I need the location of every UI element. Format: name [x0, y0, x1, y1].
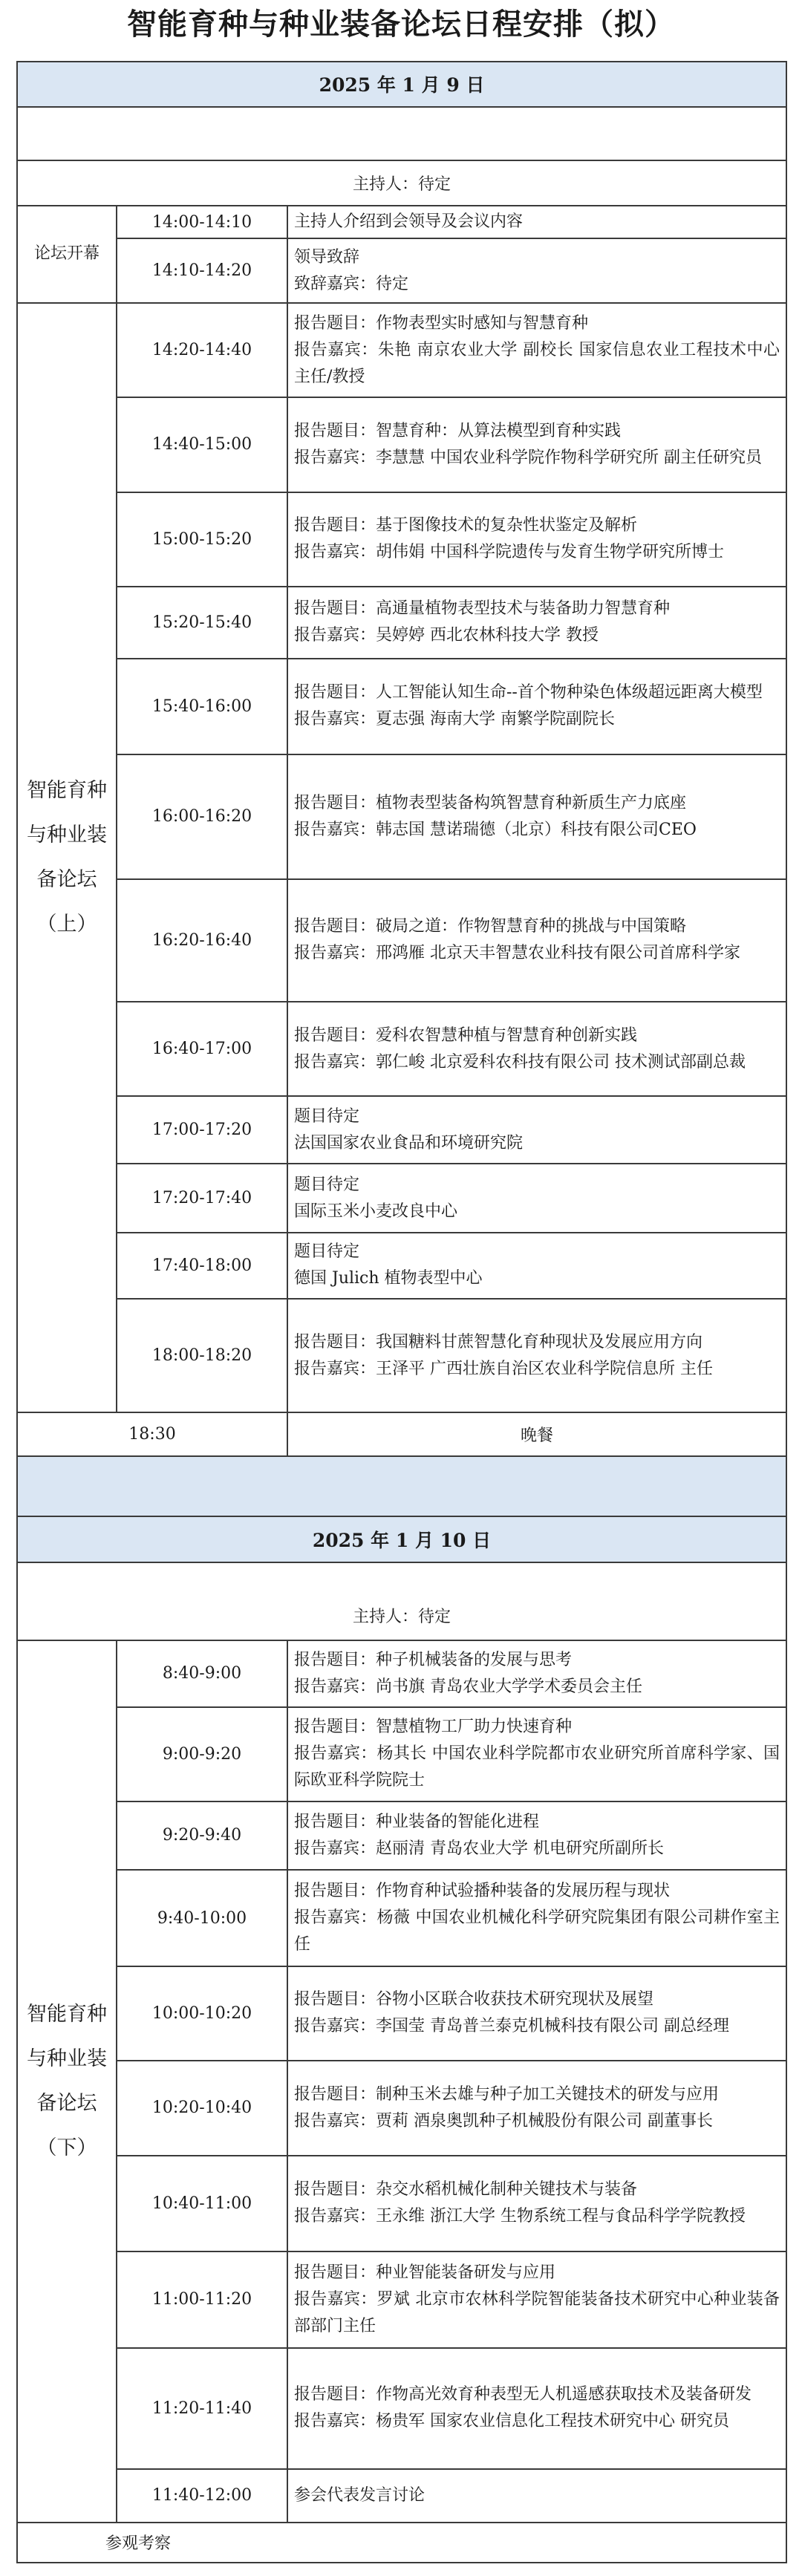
- talk-title: 报告题目：种子机械装备的发展与思考: [294, 1650, 573, 1669]
- talk-content: [287, 1801, 786, 1870]
- talk-content: [287, 303, 786, 397]
- talk-time: 15:20-15:40: [117, 587, 287, 659]
- talk-content: [287, 2348, 786, 2469]
- talk-speaker: 报告嘉宾：邢鸿雁 北京天丰智慧农业科技有限公司首席科学家: [294, 944, 740, 963]
- talk-content: [287, 1640, 786, 1707]
- talk-title: 报告题目：植物表型装备构筑智慧育种新质生产力底座: [294, 793, 687, 812]
- talk-time: 11:00-11:20: [117, 2251, 287, 2348]
- talk-title: 报告题目：种业装备的智能化进程: [294, 1812, 540, 1831]
- day1-spacer: [17, 107, 786, 161]
- talk-time: 9:20-9:40: [117, 1801, 287, 1870]
- talk-speaker: 报告嘉宾：李国莹 青岛普兰泰克机械科技有限公司 副总经理: [294, 2017, 729, 2036]
- opening-time-1: 14:00-14:10: [117, 206, 287, 238]
- talk-title: 报告题目：作物育种试验播种装备的发展历程与现状: [294, 1882, 671, 1901]
- session-label-day2: [17, 1640, 117, 2523]
- opening-content-1: [287, 206, 786, 238]
- talk-title: 报告题目：高通量植物表型技术与装备助力智慧育种: [294, 599, 671, 619]
- opening-line: 领导致辞: [294, 247, 360, 267]
- talk-speaker: 报告嘉宾：尚书旗 青岛农业大学学术委员会主任: [294, 1677, 642, 1696]
- talk-content: [287, 1233, 786, 1299]
- talk-content: [287, 754, 786, 879]
- talk-time: 17:40-18:00: [117, 1233, 287, 1299]
- talk-speaker: 报告嘉宾：赵丽清 青岛农业大学 机电研究所副所长: [294, 1839, 664, 1858]
- talk-speaker: 德国 Julich 植物表型中心: [294, 1269, 483, 1288]
- talk-title: 报告题目：我国糖料甘蔗智慧化育种现状及发展应用方向: [294, 1332, 703, 1351]
- talk-content: [287, 1002, 786, 1096]
- talk-speaker: 报告嘉宾：郭仁峻 北京爱科农科技有限公司 技术测试部副总裁: [294, 1052, 746, 1072]
- talk-title: 报告题目：种业智能装备研发与应用: [294, 2263, 556, 2282]
- talk-time: 16:00-16:20: [117, 754, 287, 879]
- talk-time: 10:40-11:00: [117, 2156, 287, 2251]
- talk-content: [287, 397, 786, 492]
- talk-content: [287, 1164, 786, 1233]
- talk-title: 报告题目：制种玉米去雄与种子加工关键技术的研发与应用: [294, 2084, 720, 2104]
- talk-speaker: 报告嘉宾：贾莉 酒泉奥凯种子机械股份有限公司 副董事长: [294, 2111, 713, 2130]
- session-label-line: 智能育种: [27, 2002, 107, 2026]
- session-label-line: 与种业装: [27, 824, 107, 847]
- session-label-line: 与种业装: [27, 2047, 107, 2070]
- talk-content: [287, 587, 786, 659]
- talk-content: [287, 2156, 786, 2251]
- talk-content: [287, 1096, 786, 1164]
- talk-title: 题目待定: [294, 1242, 360, 1262]
- session-label-day1: [17, 303, 117, 1412]
- opening-time-2: 14:10-14:20: [117, 238, 287, 303]
- talk-content: [287, 1299, 786, 1412]
- session-label-line: 备论坛: [36, 2091, 97, 2115]
- talk-time: 10:00-10:20: [117, 1966, 287, 2060]
- talk-content: [287, 2469, 786, 2523]
- talk-speaker: 法国国家农业食品和环境研究院: [294, 1133, 524, 1152]
- opening-line: 致辞嘉宾：待定: [294, 274, 409, 293]
- talk-time: 9:40-10:00: [117, 1870, 287, 1966]
- talk-title: 报告题目：谷物小区联合收获技术研究现状及展望: [294, 1990, 654, 2009]
- talk-content: [287, 2061, 786, 2156]
- talk-time: 9:00-9:20: [117, 1707, 287, 1801]
- talk-speaker: 报告嘉宾：罗斌 北京市农林科学院智能装备技术研究中心种业装备部部门主任: [294, 2289, 780, 2335]
- session-label-line: （上）: [36, 913, 97, 936]
- talk-time: 8:40-9:00: [117, 1640, 287, 1707]
- talk-title: 题目待定: [294, 1106, 360, 1126]
- talk-speaker: 报告嘉宾：吴婷婷 西北农林科技大学 教授: [294, 626, 599, 645]
- day2-date: 2025 年 1 月 10 日: [17, 1516, 786, 1562]
- talk-title: 报告题目：智慧植物工厂助力快速育种: [294, 1718, 573, 1737]
- talk-speaker: 报告嘉宾：胡伟娟 中国科学院遗传与发育生物学研究所博士: [294, 543, 724, 562]
- talk-time: 15:40-16:00: [117, 659, 287, 754]
- day1-host: 主持人：待定: [17, 160, 786, 206]
- talk-speaker: 报告嘉宾：杨薇 中国农业机械化科学研究院集团有限公司耕作室主任: [294, 1908, 780, 1954]
- talk-title: 题目待定: [294, 1175, 360, 1194]
- talk-content: [287, 1870, 786, 1966]
- talk-title: 报告题目：作物表型实时感知与智慧育种: [294, 313, 589, 333]
- talk-time: 10:20-10:40: [117, 2061, 287, 2156]
- dinner-time: 18:30: [17, 1412, 287, 1456]
- talk-time: 14:40-15:00: [117, 397, 287, 492]
- talk-speaker: 报告嘉宾：韩志国 慧诺瑞德（北京）科技有限公司CEO: [294, 820, 697, 839]
- opening-content-2: [287, 238, 786, 303]
- day2-spacer: [17, 1562, 786, 1591]
- session-label-line: 备论坛: [36, 868, 97, 892]
- talk-speaker: 报告嘉宾：王泽平 广西壮族自治区农业科学院信息所 主任: [294, 1359, 713, 1378]
- day1-date: 2025 年 1 月 9 日: [17, 62, 786, 107]
- talk-time: 16:40-17:00: [117, 1002, 287, 1096]
- talk-title: 报告题目：智慧育种：从算法模型到育种实践: [294, 421, 622, 440]
- talk-title: 报告题目：爱科农智慧种植与智慧育种创新实践: [294, 1025, 638, 1045]
- talk-title: 报告题目：人工智能认知生命--首个物种染色体级超远距离大模型: [294, 683, 763, 702]
- talk-title: 参会代表发言讨论: [294, 2485, 426, 2505]
- talk-content: [287, 659, 786, 754]
- talk-speaker: 报告嘉宾：王永维 浙江大学 生物系统工程与食品科学学院教授: [294, 2207, 746, 2226]
- talk-content: [287, 2251, 786, 2348]
- talk-speaker: 报告嘉宾：李慧慧 中国农业科学院作物科学研究所 副主任研究员: [294, 448, 762, 467]
- talk-title: 报告题目：作物高光效育种表型无人机遥感获取技术及装备研发: [294, 2385, 752, 2404]
- talk-time: 14:20-14:40: [117, 303, 287, 397]
- talk-content: [287, 1966, 786, 2060]
- talk-speaker: 报告嘉宾：杨贵军 国家农业信息化工程技术研究中心 研究员: [294, 2412, 729, 2431]
- talk-time: 11:20-11:40: [117, 2348, 287, 2469]
- talk-title: 报告题目：基于图像技术的复杂性状鉴定及解析: [294, 516, 638, 535]
- talk-time: 17:20-17:40: [117, 1164, 287, 1233]
- dinner-label: 晚餐: [287, 1412, 786, 1456]
- visit-row: 参观考察: [17, 2523, 786, 2563]
- opening-line: 主持人介绍到会领导及会议内容: [294, 212, 524, 232]
- talk-content: [287, 1707, 786, 1801]
- talk-time: 17:00-17:20: [117, 1096, 287, 1164]
- talk-time: 15:00-15:20: [117, 492, 287, 587]
- opening-session-label: 论坛开幕: [17, 206, 117, 303]
- talk-time: 18:00-18:20: [117, 1299, 287, 1412]
- talk-title: 报告题目：破局之道：作物智慧育种的挑战与中国策略: [294, 917, 687, 936]
- day2-spacer-top: [17, 1457, 786, 1516]
- page-title: 智能育种与种业装备论坛日程安排（拟）: [127, 7, 675, 42]
- talk-content: [287, 492, 786, 587]
- talk-speaker: 报告嘉宾：杨其长 中国农业科学院都市农业研究所首席科学家、国际欧亚科学院院士: [294, 1744, 780, 1790]
- day2-host: 主持人：待定: [17, 1591, 786, 1640]
- talk-speaker: 报告嘉宾：夏志强 海南大学 南繁学院副院长: [294, 710, 615, 729]
- talk-speaker: 报告嘉宾：朱艳 南京农业大学 副校长 国家信息农业工程技术中心主任/教授: [294, 340, 780, 386]
- talk-content: [287, 879, 786, 1002]
- talk-time: 16:20-16:40: [117, 879, 287, 1002]
- schedule-table-day2: [16, 1457, 787, 2563]
- talk-time: 11:40-12:00: [117, 2469, 287, 2523]
- talk-speaker: 国际玉米小麦改良中心: [294, 1201, 458, 1221]
- schedule-table-day1: [16, 61, 787, 1457]
- talk-title: 报告题目：杂交水稻机械化制种关键技术与装备: [294, 2180, 638, 2200]
- session-label-line: 智能育种: [27, 779, 107, 803]
- session-label-line: （下）: [36, 2136, 97, 2159]
